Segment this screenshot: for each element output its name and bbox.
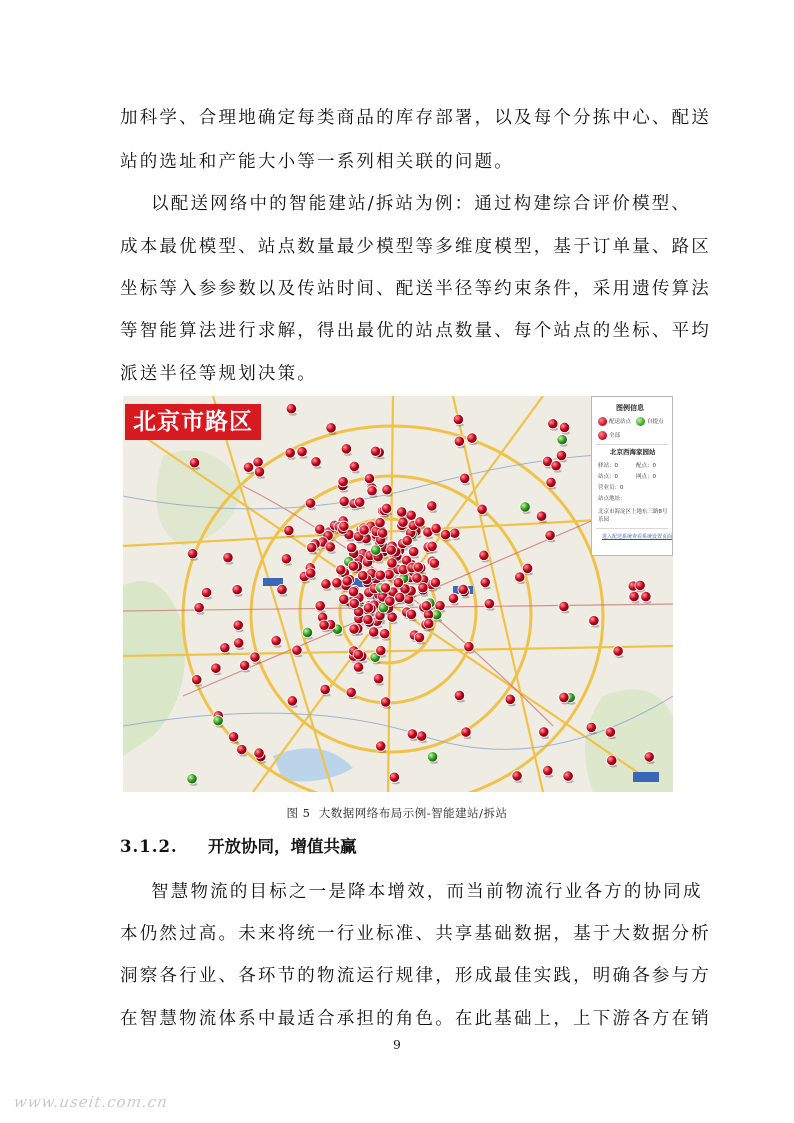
legend-address: 北京市海淀区上地东三路8号乐园 [598, 509, 668, 523]
watermark-text: www.useit.com.cn [12, 1093, 170, 1111]
map-title: 北京市路区 [125, 404, 261, 440]
text-line: 洞察各行业、各环节的物流运行规律，形成最佳实践，明确各参与方 [120, 966, 711, 986]
network-map-figure [123, 396, 673, 792]
legend-title: 图例信息 [616, 404, 644, 412]
text-line: 站的选址和产能大小等一系列相关联的问题。 [120, 152, 514, 172]
legend-address-label: 站点地址： [598, 496, 626, 502]
text-line: 派送半径等规划决策。 [120, 364, 317, 384]
text-line: 以配送网络中的智能建站/拆站为例：通过构建综合评价模型、 [120, 194, 692, 214]
text-line: 等智能算法进行求解，得出最优的站点数量、每个站点的坐标、平均 [120, 321, 711, 341]
text-line: 在智慧物流体系中最适合承担的角色。在此基础上，上下游各方在销 [120, 1009, 711, 1029]
legend-stat: 网点：0 [636, 474, 656, 480]
green-marker-icon [636, 417, 645, 426]
page-number: 9 [393, 1038, 401, 1052]
legend-stat: 驿站：0 [598, 463, 618, 469]
text-line: 本仍然过高。未来将统一行业标准、共享基础数据，基于大数据分析 [120, 924, 711, 944]
section-number: 3.1.2. [120, 837, 178, 856]
red-marker-icon [598, 417, 607, 426]
legend-item-all: 全部 [598, 431, 620, 440]
text-line: 加科学、合理地确定每类商品的库存部署，以及每个分拣中心、配送 [120, 108, 711, 128]
legend-item-station: 配送站点 [598, 417, 631, 426]
section-title: 开放协同，增值共赢 [208, 837, 357, 856]
text-line: 智慧物流的目标之一是降本增效，而当前物流行业各方的协同成 [120, 882, 703, 902]
text-line: 成本最优模型、站点数量最少模型等多维度模型，基于订单量、路区 [120, 237, 711, 257]
legend-item-pickup: 自提点 [636, 417, 664, 426]
red-marker-icon [598, 431, 607, 440]
text-line: 坐标等入参参数以及传站时间、配送半径等约束条件，采用遗传算法 [120, 279, 711, 299]
legend-stat: 营业员：0 [598, 485, 624, 491]
legend-stat: 配点：0 [636, 463, 656, 469]
map-legend [591, 396, 673, 556]
legend-link[interactable]: 进入配送系统查看系统设置页面 [602, 534, 673, 540]
legend-stat: 站点：0 [598, 474, 618, 480]
figure-caption: 图 5 大数据网络布局示例-智能建站/拆站 [286, 806, 508, 820]
section-heading [120, 833, 357, 857]
legend-station-title: 北京西海家园站 [610, 448, 656, 456]
